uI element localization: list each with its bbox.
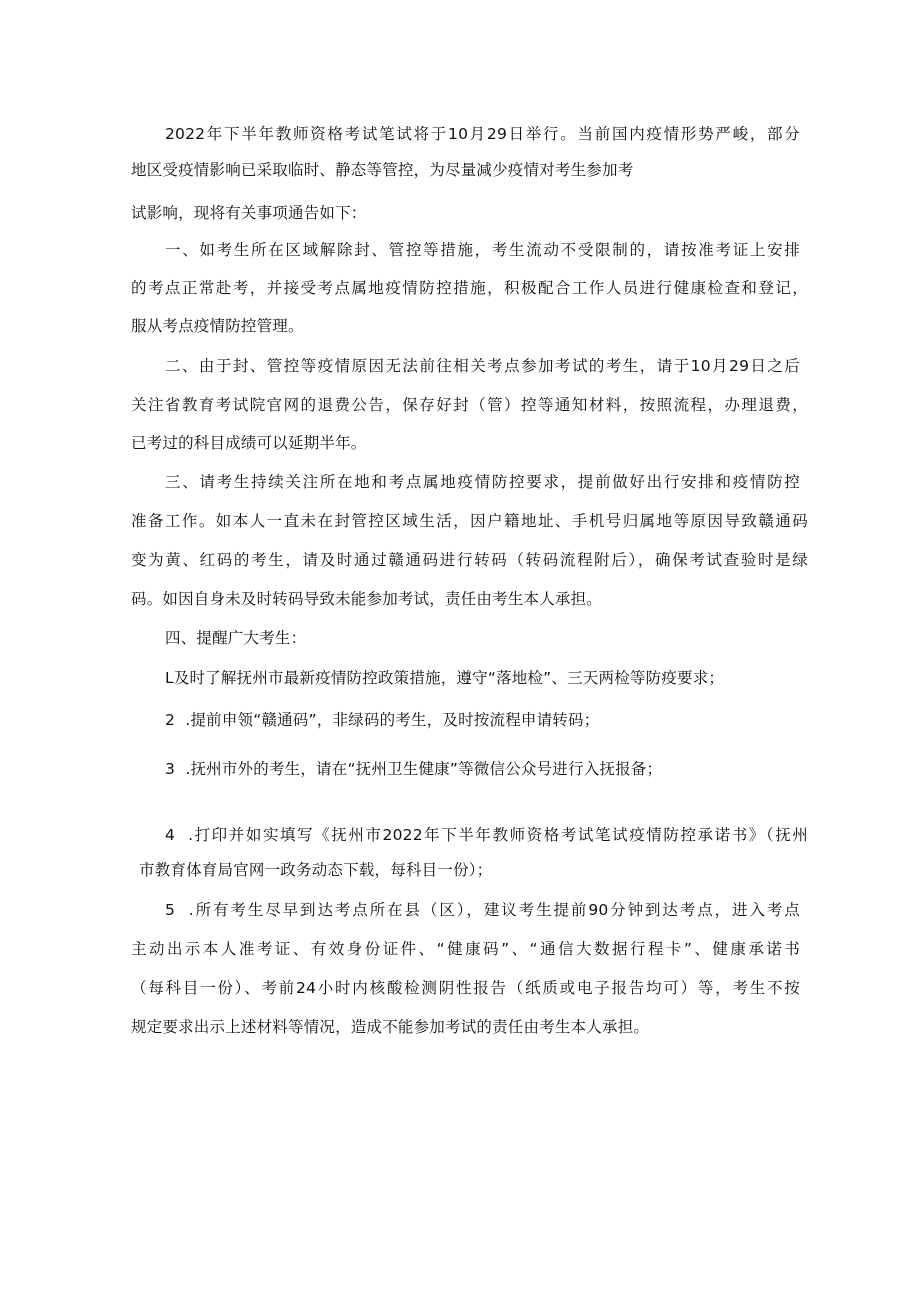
reminder-4-line-2: 市教育体育局官网一政务动态下载，每科目一份）； <box>139 861 493 879</box>
item-3-line-4: 码。如因自身未及时转码导致未能参加考试，责任由考生本人承担。 <box>131 590 603 608</box>
reminder-1: L及时了解抚州市最新疫情防控政策措施，遵守“落地检”、三天两检等防疫要求； <box>165 669 725 687</box>
item-3-line-2: 准备工作。如本人一直未在封管控区域生活，因户籍地址、手机号归属地等原因导致赣通码 <box>131 512 808 530</box>
intro-line-3: 试影响，现将有关事项通告如下： <box>131 204 367 222</box>
intro-line-2: 地区受疫情影响已采取临时、静态等管控，为尽量减少疫情对考生参加考 <box>131 161 634 179</box>
item-1-line-3: 服从考点疫情防控管理。 <box>131 317 304 335</box>
item-2-line-2: 关注省教育考试院官网的退费公告，保存好封（管）控等通知材料，按照流程，办理退费， <box>131 396 808 414</box>
item-2-line-3: 已考过的科目成绩可以延期半年。 <box>131 434 367 452</box>
reminder-5-line-4: 规定要求出示上述材料等情况，造成不能参加考试的责任由考生本人承担。 <box>131 1018 650 1036</box>
reminder-5-line-1: 5 .所有考生尽早到达考点所在县（区），建议考生提前90分钟到达考点，进入考点 <box>165 901 800 919</box>
item-1-line-2: 的考点正常赴考，并接受考点属地疫情防控措施，积极配合工作人员进行健康检查和登记， <box>131 279 808 297</box>
item-3-line-1: 三、请考生持续关注所在地和考点属地疫情防控要求，提前做好出行安排和疫情防控 <box>165 473 800 491</box>
reminder-2: 2 .提前申领“赣通码”，非绿码的考生，及时按流程申请转码； <box>165 711 600 729</box>
reminder-3: 3 .抚州市外的考生，请在“抚州卫生健康”等微信公众号进行入抚报备； <box>165 760 663 778</box>
intro-line-1: 2022年下半年教师资格考试笔试将于10月29日举行。当前国内疫情形势严峻，部分 <box>165 125 800 143</box>
reminder-5-line-3: （每科目一份）、考前24小时内核酸检测阴性报告（纸质或电子报告均可）等，考生不按 <box>131 979 800 997</box>
item-3-line-3: 变为黄、红码的考生，请及时通过赣通码进行转码（转码流程附后），确保考试查验时是绿 <box>131 551 808 569</box>
item-4-heading: 四、提醒广大考生： <box>165 629 307 647</box>
reminder-5-line-2: 主动出示本人准考证、有效身份证件、“健康码”、“通信大数据行程卡”、健康承诺书 <box>131 940 800 958</box>
item-1-line-1: 一、如考生所在区域解除封、管控等措施，考生流动不受限制的，请按准考证上安排 <box>165 241 800 259</box>
reminder-4-line-1: 4 .打印并如实填写《抚州市2022年下半年教师资格考试笔试疫情防控承诺书》（抚州 <box>165 826 808 844</box>
item-2-line-1: 二、由于封、管控等疫情原因无法前往相关考点参加考试的考生，请于10月29日之后 <box>165 357 800 375</box>
